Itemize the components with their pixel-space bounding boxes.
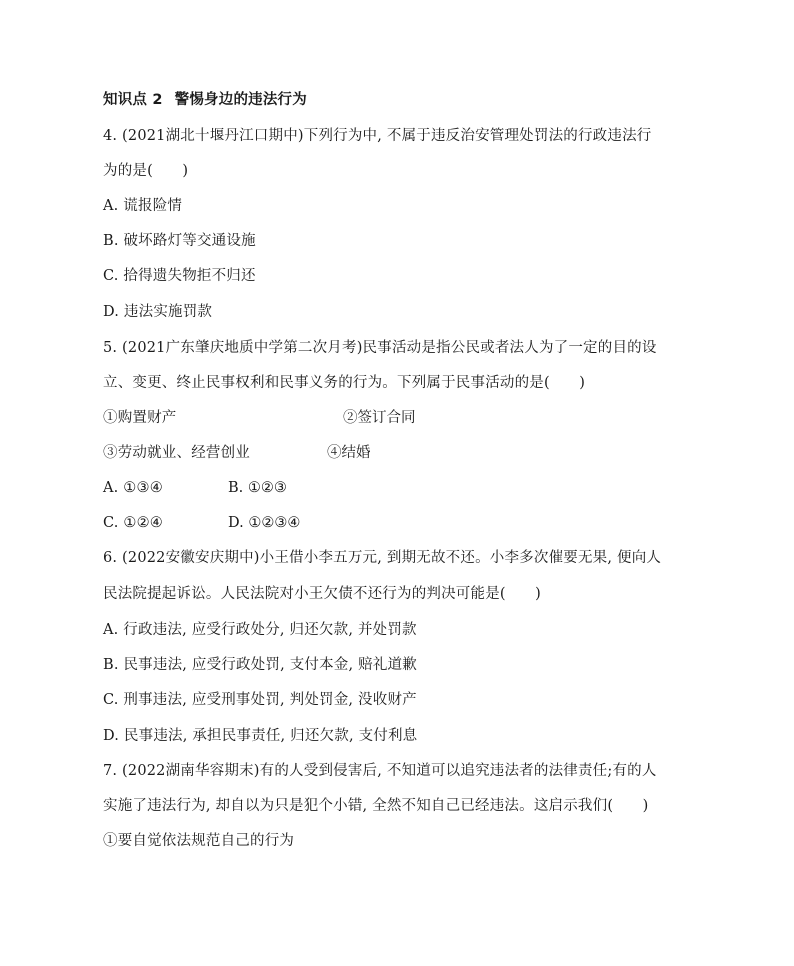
- section-heading: [103, 90, 307, 110]
- question-5-option-a: A. ①③④: [103, 480, 163, 496]
- question-4-option-d: D. 违法实施罚款: [103, 304, 213, 320]
- question-6-option-b: B. 民事违法, 应受行政处罚, 支付本金, 赔礼道歉: [103, 657, 417, 673]
- question-6-option-d: D. 民事违法, 承担民事责任, 归还欠款, 支付利息: [103, 728, 418, 744]
- question-5-option-d: D. ①②③④: [228, 515, 301, 531]
- question-7-item-1: ①要自觉依法规范自己的行为: [103, 833, 295, 849]
- question-4-option-b: B. 破坏路灯等交通设施: [103, 233, 256, 249]
- question-5-stem-line-1: 5. (2021广东肇庆地质中学第二次月考)民事活动是指公民或者法人为了一定的目的设: [103, 340, 657, 356]
- question-4-option-a: A. 谎报险情: [103, 198, 183, 214]
- question-6-option-c: C. 刑事违法, 应受刑事处罚, 判处罚金, 没收财产: [103, 692, 417, 708]
- section-title: 警惕身边的违法行为: [174, 92, 307, 108]
- question-5-item-2: ②签订合同: [343, 410, 416, 426]
- question-5-option-c: C. ①②④: [103, 515, 163, 531]
- question-7-stem-line-2: 实施了违法行为, 却自以为只是犯个小错, 全然不知自己已经违法。这启示我们( ): [103, 798, 649, 814]
- question-4-stem-line-1: 4. (2021湖北十堰丹江口期中)下列行为中, 不属于违反治安管理处罚法的行政违法行: [103, 128, 652, 144]
- question-5-stem-line-2: 立、变更、终止民事权利和民事义务的行为。下列属于民事活动的是( ): [103, 375, 586, 391]
- question-6-stem-line-2: 民法院提起诉讼。人民法院对小王欠债不还行为的判决可能是( ): [103, 586, 542, 602]
- section-label: 知识点 2: [103, 92, 163, 108]
- question-4-stem-line-2: 为的是( ): [103, 163, 189, 179]
- question-6-stem-line-1: 6. (2022安徽安庆期中)小王借小李五万元, 到期无故不还。小李多次催要无果, 便向人: [103, 550, 662, 566]
- question-4-option-c: C. 拾得遗失物拒不归还: [103, 268, 256, 284]
- question-5-option-b: B. ①②③: [228, 480, 287, 496]
- question-7-stem-line-1: 7. (2022湖南华容期末)有的人受到侵害后, 不知道可以追究违法者的法律责任;有的人: [103, 763, 657, 779]
- question-5-item-4: ④结婚: [327, 445, 371, 461]
- question-5-item-3: ③劳动就业、经营创业: [103, 445, 250, 461]
- question-5-item-1: ①购置财产: [103, 410, 177, 426]
- question-6-option-a: A. 行政违法, 应受行政处分, 归还欠款, 并处罚款: [103, 622, 417, 638]
